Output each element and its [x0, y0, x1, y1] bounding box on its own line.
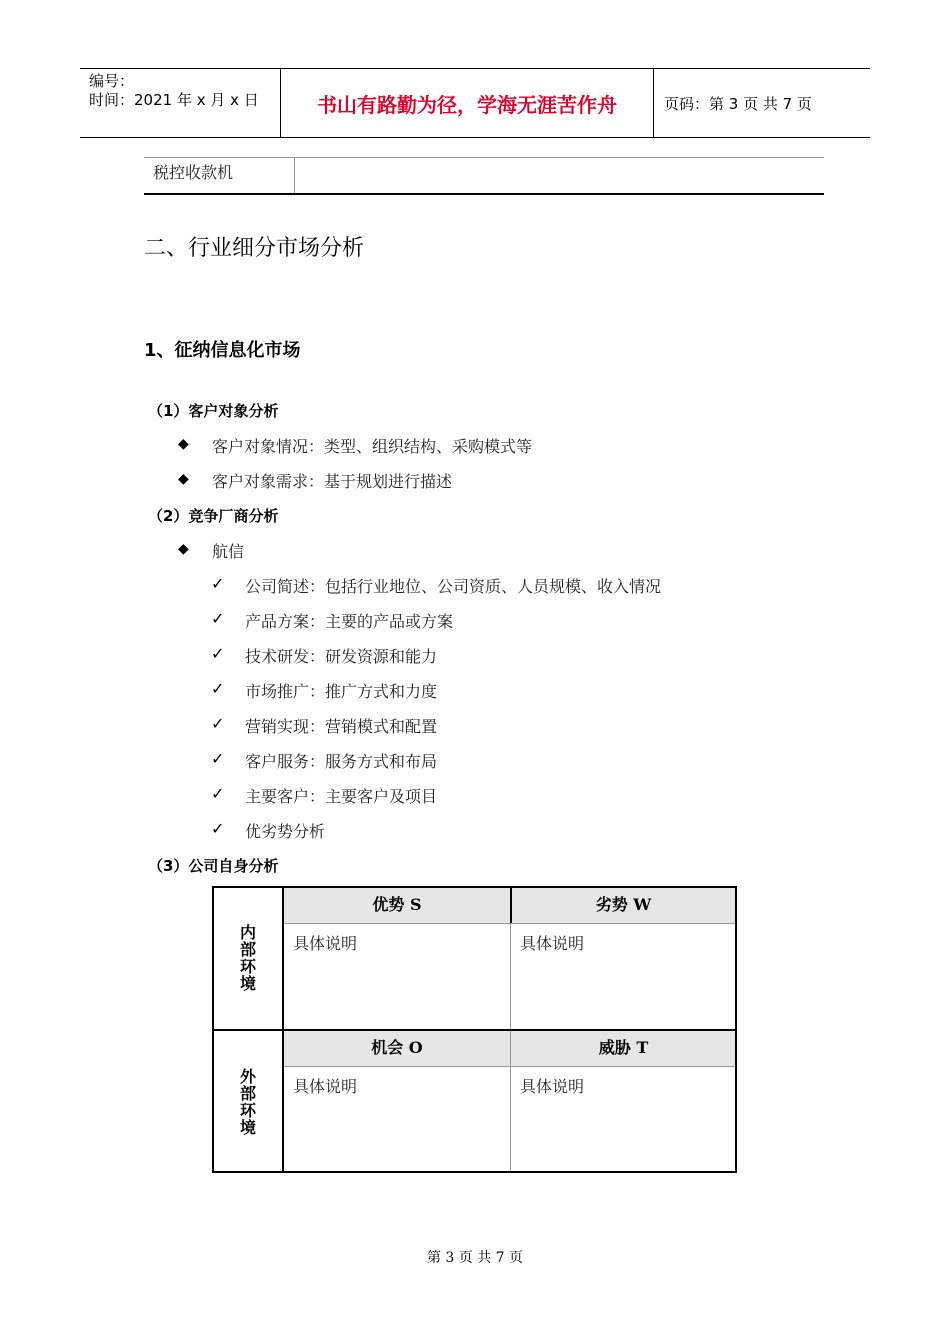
part3-title: （3）公司自身分析: [148, 857, 279, 875]
threat-detail: 具体说明: [520, 1077, 585, 1096]
check-item: 主要客户：主要客户及项目: [245, 787, 438, 806]
checkmark-icon: ✓: [211, 819, 225, 838]
checkmark-icon: ✓: [211, 574, 225, 593]
device-cell: 税控收款机: [144, 158, 295, 193]
checkmark-icon: ✓: [211, 749, 225, 768]
check-item: 客户服务：服务方式和布局: [245, 752, 438, 771]
check-item: 产品方案：主要的产品或方案: [245, 612, 454, 631]
diamond-bullet-icon: ◆: [178, 471, 189, 487]
threat-header: 威胁 T: [598, 1038, 649, 1057]
device-table: [144, 157, 824, 195]
part2-title: （2）竞争厂商分析: [148, 507, 279, 525]
checkmark-icon: ✓: [211, 784, 225, 803]
vendor-name: 航信: [212, 542, 245, 561]
subsection-title: 1、征纳信息化市场: [144, 340, 301, 361]
diamond-bullet-icon: ◆: [178, 541, 189, 557]
section-title: 二、行业细分市场分析: [144, 236, 365, 261]
page-header: [80, 68, 870, 138]
strength-header: 优势 S: [372, 895, 422, 914]
internal-env-label: 内部环境: [239, 923, 256, 993]
checkmark-icon: ✓: [211, 679, 225, 698]
number-label: 编号：: [89, 72, 135, 90]
weakness-header: 劣势 W: [595, 895, 652, 914]
grid-line: [284, 923, 735, 924]
check-item: 营销实现：营销模式和配置: [245, 717, 438, 736]
header-page-info: 页码：第 3 页 共 7 页: [664, 94, 812, 113]
strength-detail: 具体说明: [293, 934, 358, 953]
header-motto: 书山有路勤为径，学海无涯苦作舟: [281, 69, 654, 137]
grid-line: [284, 1066, 735, 1067]
header-meta: [80, 69, 281, 137]
list-item: 客户对象情况：类型、组织结构、采购模式等: [212, 437, 533, 456]
opportunity-detail: 具体说明: [293, 1077, 358, 1096]
check-item: 技术研发：研发资源和能力: [245, 647, 438, 666]
checkmark-icon: ✓: [211, 609, 225, 628]
part1-title: （1）客户对象分析: [148, 402, 279, 420]
opportunity-header: 机会 O: [371, 1038, 423, 1057]
checkmark-icon: ✓: [211, 714, 225, 733]
weakness-detail: 具体说明: [520, 934, 585, 953]
check-item: 公司简述：包括行业地位、公司资质、人员规模、收入情况: [245, 577, 662, 596]
grid-line: [510, 1031, 511, 1171]
checkmark-icon: ✓: [211, 644, 225, 663]
grid-line: [510, 923, 511, 1029]
diamond-bullet-icon: ◆: [178, 436, 189, 452]
external-env-label: 外部环境: [239, 1067, 256, 1137]
swot-table: [212, 886, 737, 1173]
page-footer: 第 3 页 共 7 页: [426, 1250, 524, 1266]
check-item: 市场推广：推广方式和力度: [245, 682, 438, 701]
list-item: 客户对象需求：基于规划进行描述: [212, 472, 453, 491]
check-item: 优劣势分析: [245, 822, 326, 841]
time-label: 时间：2021 年 x 月 x 日: [89, 91, 259, 109]
